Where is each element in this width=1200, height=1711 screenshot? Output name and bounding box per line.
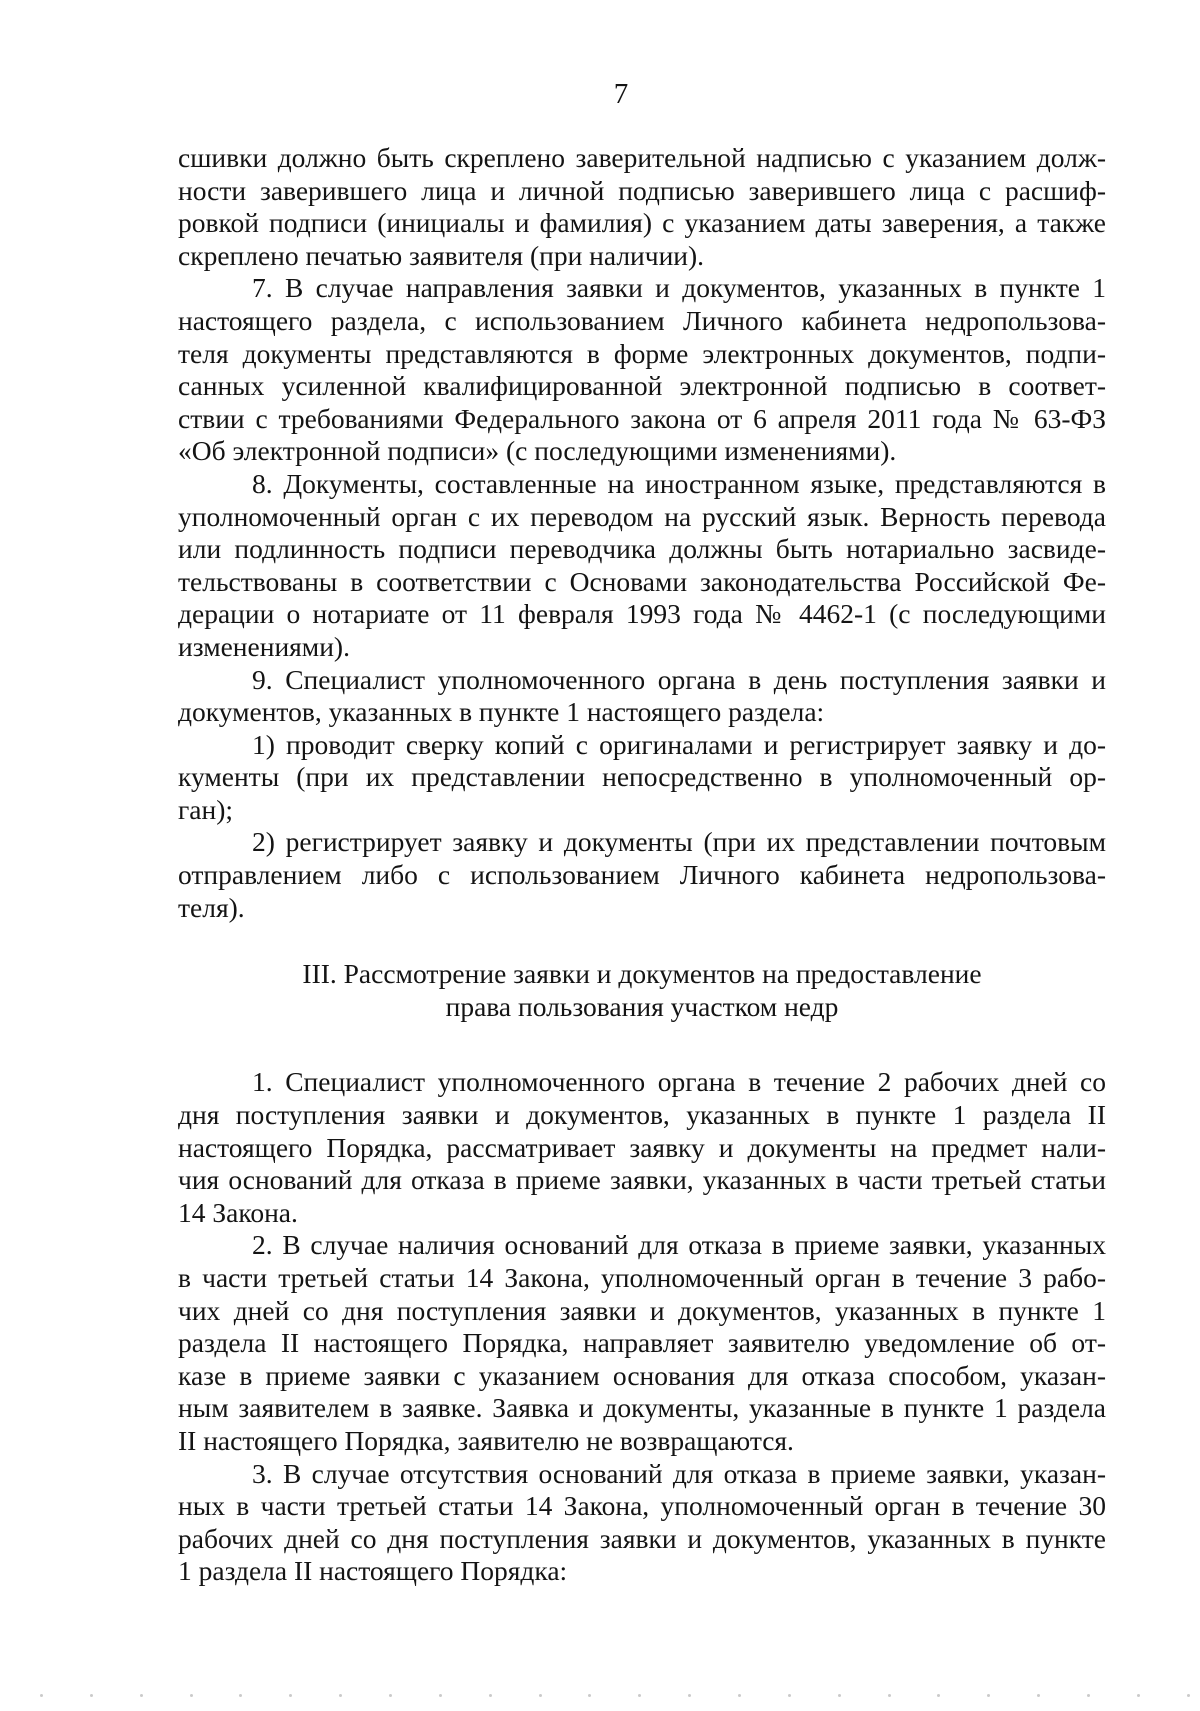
text-line: 8. Документы, составленные на иностранном языке, представляются в [252, 467, 1106, 499]
paragraph [178, 1229, 1106, 1457]
paragraph [178, 826, 1106, 924]
section-iii-body [178, 1066, 1106, 1588]
text-line: 2. В случае наличия оснований для отказа в приеме заявки, указанных [252, 1229, 1106, 1261]
text-line: 1. Специалист уполномоченного органа в течение 2 рабочих дней со [252, 1066, 1106, 1098]
text-line: или подлинность подписи переводчика должны быть нотариально засвиде- [178, 533, 1106, 565]
text-line: сшивки должно быть скреплено заверительной надписью с указанием долж- [178, 142, 1106, 173]
text-line: раздела II настоящего Порядка, направляет заявителю уведомление об от- [178, 1327, 1106, 1359]
text-line: дня поступления заявки и документов, указанных в пункте 1 раздела II [178, 1099, 1106, 1131]
text-line: ных в части третьей статьи 14 Закона, уполномоченный орган в течение 30 [178, 1490, 1106, 1522]
text-line: II настоящего Порядка, заявителю не возвращаются. [178, 1424, 794, 1456]
text-line: в части третьей статьи 14 Закона, уполномоченный орган в течение 3 рабо- [178, 1262, 1106, 1293]
section-ii-continuation [178, 142, 1106, 924]
paragraph [178, 142, 1106, 272]
text-line: кументы (при их представлении непосредственно в уполномоченный ор- [178, 761, 1106, 793]
text-line: ствии с требованиями Федерального закона от 6 апреля 2011 года № 63-ФЗ [178, 402, 1106, 434]
text-line: отправлением либо с использованием Личного кабинета недропользова- [178, 859, 1106, 891]
text-line: казе в приеме заявки с указанием основания для отказа способом, указан- [178, 1359, 1106, 1391]
text-line: чия оснований для отказа в приеме заявки, указанных в части третьей статьи [178, 1164, 1106, 1196]
paragraph [178, 729, 1106, 827]
text-line: теля документы представляются в форме электронных документов, подпи- [178, 337, 1106, 369]
paragraph [178, 1066, 1106, 1229]
paragraph [178, 468, 1106, 664]
text-line: теля). [178, 891, 245, 923]
text-line: документов, указанных в пункте 1 настоящего раздела: [178, 696, 825, 728]
document-body [178, 142, 1106, 1588]
text-line: дерации о нотариате от 11 февраля 1993 года № 4462-1 (с последующими [178, 598, 1106, 630]
page-number: 7 [613, 78, 629, 110]
text-line: 7. В случае направления заявки и документов, указанных в пункте 1 [252, 272, 1106, 304]
text-line: скреплено печатью заявителя (при наличии). [178, 239, 705, 271]
spacer [178, 924, 1106, 958]
text-line: чих дней со дня поступления заявки и документов, указанных в пункте 1 [178, 1294, 1106, 1326]
text-line: тельствованы в соответствии с Основами законодательства Российской Фе- [178, 565, 1106, 597]
text-line: ровкой подписи (инициалы и фамилия) с указанием даты заверения, а также [178, 207, 1106, 239]
text-line: уполномоченный орган с их переводом на русский язык. Верность перевода [178, 500, 1106, 532]
text-line: 1) проводит сверку копий с оригиналами и регистрирует заявку и до- [252, 728, 1106, 760]
scan-noise-dots [40, 1694, 1190, 1700]
paragraph [178, 1458, 1106, 1588]
text-line: ности заверившего лица и личной подписью заверившего лица с расшиф- [178, 174, 1106, 206]
text-line: настоящего раздела, с использованием Личного кабинета недропользова- [178, 304, 1106, 336]
text-line: 14 Закона. [178, 1196, 298, 1228]
text-line: санных усиленной квалифицированной электронной подписью в соответ- [178, 370, 1106, 402]
text-line: ган); [178, 793, 233, 825]
heading-line: права пользования участком недр [445, 990, 839, 1022]
spacer [178, 1023, 1106, 1066]
text-line: 9. Специалист уполномоченного органа в день поступления заявки и [252, 663, 1106, 695]
paragraph [178, 664, 1106, 729]
text-line: «Об электронной подписи» (с последующими изменениями). [178, 435, 897, 467]
text-line: 2) регистрирует заявку и документы (при их представлении почтовым [252, 826, 1106, 858]
heading-line: III. Рассмотрение заявки и документов на предоставление [302, 958, 982, 990]
text-line: 3. В случае отсутствия оснований для отказа в приеме заявки, указан- [252, 1457, 1106, 1489]
text-line: изменениями). [178, 630, 350, 662]
text-line: рабочих дней со дня поступления заявки и документов, указанных в пункте [178, 1522, 1106, 1554]
text-line: настоящего Порядка, рассматривает заявку и документы на предмет нали- [178, 1131, 1106, 1163]
paragraph [178, 272, 1106, 468]
section-heading [178, 958, 1106, 1023]
text-line: 1 раздела II настоящего Порядка: [178, 1555, 568, 1587]
text-line: ным заявителем в заявке. Заявка и документы, указанные в пункте 1 раздела [178, 1392, 1106, 1424]
